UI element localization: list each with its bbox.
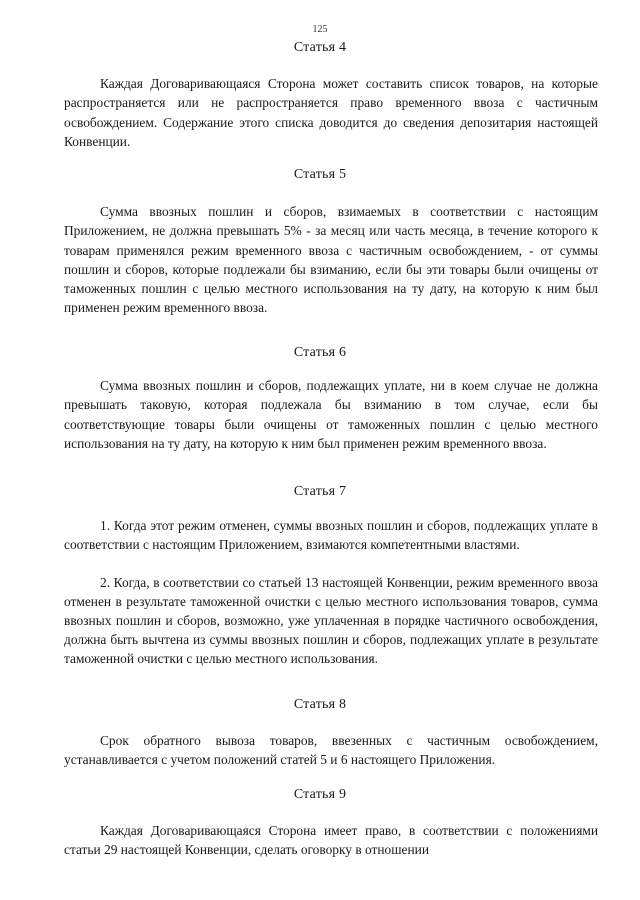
article-5-paragraph: Сумма ввозных пошлин и сборов, взимаемых в соответствии с настоящим Приложением, не должна превышать 5% - за месяц или часть месяца, в течение которого к товарам применялся режим временного ввоза с частичным освобождением, - от суммы пошлин и сборов, которые подлежали бы взиманию, если бы эти товары были очищены от таможенных пошлин с целью местного использования на ту дату, на которую к ним был применен режим временного ввоза.: [64, 204, 598, 316]
article-9-paragraph: Каждая Договаривающаяся Сторона имеет право, в соответствии с положениями статьи 29 настоящей Конвенции, сделать оговорку в отношении: [64, 823, 598, 858]
page-number: 125: [312, 24, 328, 35]
article-8-heading: Статья 8: [293, 697, 347, 712]
article-7-paragraph-2: 2. Когда, в соответствии со статьей 13 настоящей Конвенции, режим временного ввоза отменен в результате таможенной очистки с целью местного использования товаров, сумма ввозных пошлин и сборов, возможно, уже уплаченная в порядке частичного освобождения, должна быть вычтена из суммы ввозных пошлин и сборов, подлежащих уплате в результате таможенной очистки с целью местного использования.: [64, 575, 598, 666]
article-4-paragraph: Каждая Договаривающаяся Сторона может составить список товаров, на которые распространяется или не распространяется право временного ввоза с частичным освобождением. Содержание этого списка доводится до сведения депозитария настоящей Конвенции.: [64, 76, 598, 149]
article-6-heading: Статья 6: [293, 345, 347, 360]
article-7-heading: Статья 7: [293, 484, 347, 499]
article-6-paragraph: Сумма ввозных пошлин и сборов, подлежащих уплате, ни в коем случае не должна превышать таковую, которая подлежала бы взиманию в том случае, если бы соответствующие товары были очищены от таможенных пошлин с целью местного использования на ту дату, на которую к ним был применен режим временного ввоза.: [64, 378, 598, 451]
article-5-heading: Статья 5: [293, 167, 347, 182]
article-4-heading: Статья 4: [293, 40, 347, 55]
article-9-heading: Статья 9: [293, 787, 347, 802]
article-7-paragraph-1: 1. Когда этот режим отменен, суммы ввозных пошлин и сборов, подлежащих уплате в соответствии с настоящим Приложением, взимаются компетентными властями.: [64, 518, 598, 552]
article-8-paragraph: Срок обратного вывоза товаров, ввезенных с частичным освобождением, устанавливается с учетом положений статей 5 и 6 настоящего Приложения.: [64, 733, 598, 768]
